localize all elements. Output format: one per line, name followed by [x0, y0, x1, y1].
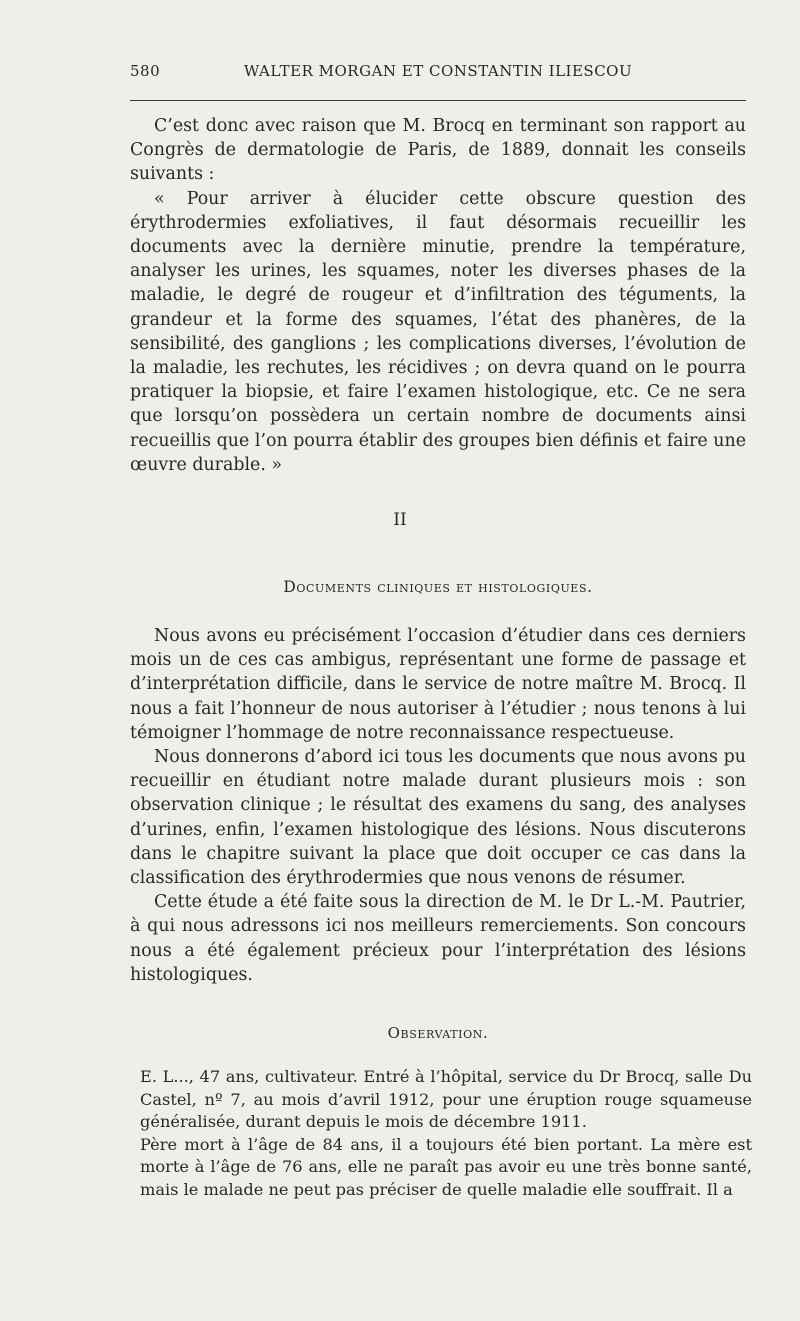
section-text [130, 624, 746, 987]
observation-paragraph: E. L..., 47 ans, cultivateur. Entré à l’hôpital, service du Dr Brocq, salle Du Castel, nº 7, au mois d’avril 1912, pour une éruption rouge squameuse généralisée, durant depuis le mois de décembre 1911. [140, 1067, 752, 1132]
brocq-quote: « Pour arriver à élucider cette obscure question des érythrodermies exfoliatives, il faut désormais recueillir les documents avec la dernière minutie, prendre la température, analyser les urines, les squames, noter les diverses phases de la maladie, le degré de rougeur et d’infiltration des téguments, la grandeur et la forme des squames, l’état des phanères, de la sensibilité, des ganglions ; les complications diverses, l’évolution de la maladie, les rechutes, les récidives ; on devra quand on le pourra pratiquer la biopsie, et faire l’examen histologique, etc. Ce ne sera que lorsqu’on possèdera un certain nombre de documents ainsi recueillis que l’on pourra établir des groupes bien définis et faire une œuvre durable. » [130, 188, 746, 475]
section-title: Documents cliniques et histologiques. [283, 578, 593, 596]
section-number: II [393, 510, 407, 530]
intro-paragraph: C’est donc avec raison que M. Brocq en terminant son rapport au Congrès de dermatologie de Paris, de 1889, donnait les conseils suivants : [130, 116, 746, 185]
running-header [130, 62, 746, 86]
header-rule [130, 100, 746, 101]
observation-title: Observation. [387, 1024, 489, 1042]
intro-text [130, 114, 746, 477]
section-paragraph: Nous donnerons d’abord ici tous les documents que nous avons pu recueillir en étudiant notre malade durant plusieurs mois : son observation clinique ; le résultat des examens du sang, des analyses d’urines, enfin, l’examen histologique des lésions. Nous discuterons dans le chapitre suivant la place que doit occuper ce cas dans la classification des érythrodermies que nous venons de résumer. [130, 747, 746, 889]
observation-text [140, 1066, 752, 1202]
running-title: WALTER MORGAN ET CONSTANTIN ILIESCOU [243, 62, 633, 80]
section-paragraph: Nous avons eu précisément l’occasion d’étudier dans ces derniers mois un de ces cas ambigus, représentant une forme de passage et d’interprétation difficile, dans le service de notre maître M. Brocq. Il nous a fait l’honneur de nous autoriser à l’étudier ; nous tenons à lui témoigner l’hommage de notre reconnaissance respectueuse. [130, 626, 746, 743]
page-number: 580 [130, 62, 161, 80]
observation-paragraph: Père mort à l’âge de 84 ans, il a toujours été bien portant. La mère est morte à l’âge de 76 ans, elle ne paraît pas avoir eu une très bonne santé, mais le malade ne peut pas préciser de quelle maladie elle souffrait. Il a [140, 1134, 752, 1199]
section-paragraph: Cette étude a été faite sous la direction de M. le Dr L.-M. Pautrier, à qui nous adressons ici nos meilleurs remerciements. Son concours nous a été également précieux pour l’interprétation des lésions histologiques. [130, 892, 746, 985]
